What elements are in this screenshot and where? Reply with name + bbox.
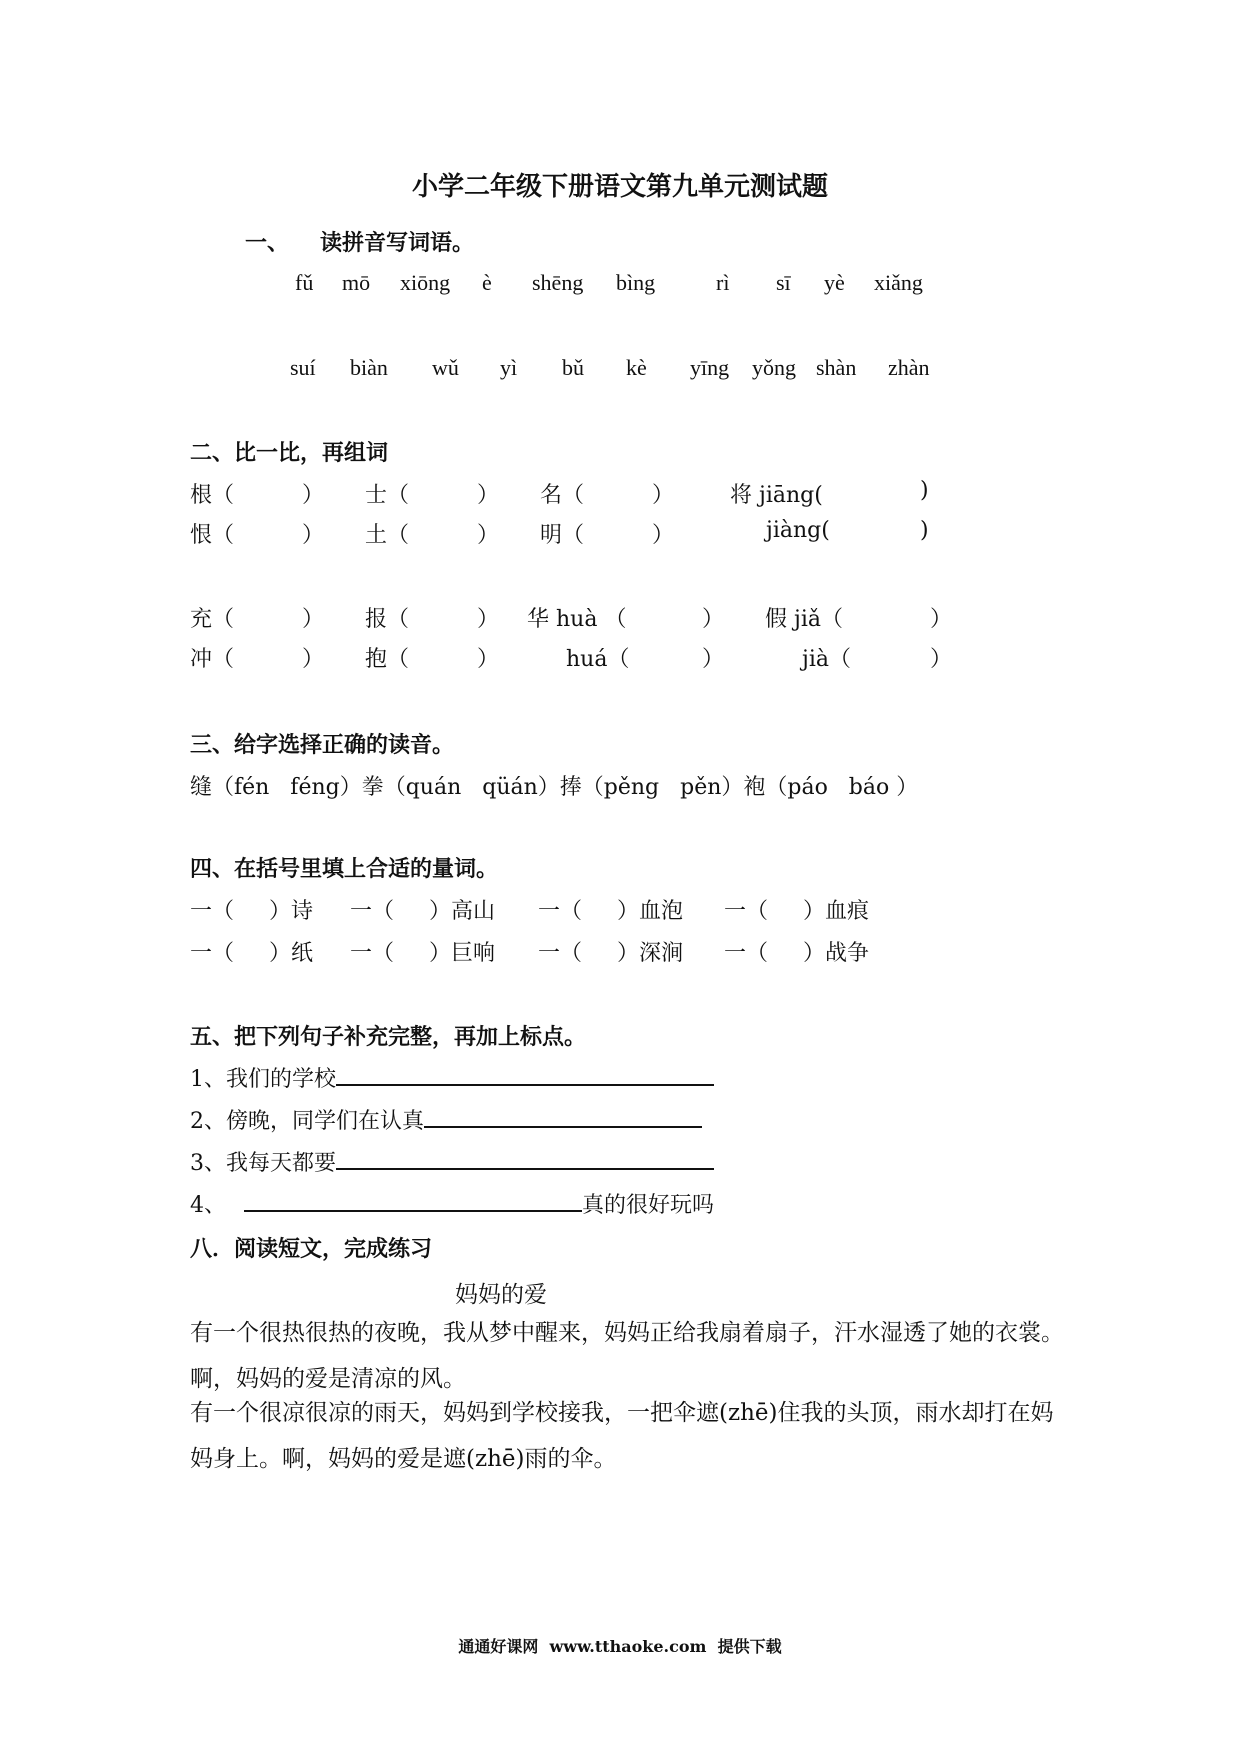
- char-blank: 冲（: [190, 647, 235, 672]
- measure-word-item: 一（ ）血痕: [724, 899, 869, 924]
- char-blank: 根（: [190, 483, 235, 508]
- measure-word-item: 一（ ）诗: [190, 899, 313, 924]
- blank-close: ）: [302, 647, 325, 672]
- pinyin: wǔ: [432, 355, 459, 380]
- char-blank: jiàng(: [766, 518, 830, 543]
- blank-close: ）: [477, 647, 500, 672]
- char-blank: 华 huà （: [527, 607, 627, 632]
- sentence-item-1: [190, 1062, 714, 1093]
- section3-heading: 三、给字选择正确的读音。: [190, 732, 455, 758]
- char-blank: jià（: [802, 647, 851, 672]
- blank-close: ）: [652, 483, 675, 508]
- answer-line[interactable]: [336, 1146, 714, 1170]
- sentence-prompt: 3、我每天都要: [190, 1151, 336, 1176]
- pinyin: fǔ: [295, 270, 314, 295]
- section4-heading: 四、在括号里填上合适的量词。: [190, 856, 499, 882]
- passage-paragraph-1: 有一个很热很热的夜晚，我从梦中醒来，妈妈正给我扇着扇子，汗水湿透了她的衣裳。啊，妈妈的爱是清凉的风。: [190, 1320, 1064, 1392]
- char-blank: 士（: [365, 483, 410, 508]
- char-blank: 恨（: [190, 523, 235, 548]
- pinyin: zhàn: [888, 355, 930, 380]
- measure-word-item: 一（ ）高山: [350, 899, 495, 924]
- pinyin: è: [482, 270, 492, 295]
- blank-close: ）: [302, 607, 325, 632]
- blank-close: ）: [477, 523, 500, 548]
- pinyin: yǒng: [752, 355, 796, 380]
- blank-close: ): [920, 478, 929, 503]
- pinyin: yīng: [690, 355, 730, 380]
- char-blank: 报（: [365, 607, 410, 632]
- measure-word-item: 一（ ）纸: [190, 941, 313, 966]
- sentence-item-4: [190, 1188, 714, 1219]
- pinyin: xiōng: [400, 270, 451, 295]
- measure-word-item: 一（ ）深涧: [538, 941, 683, 966]
- pinyin: rì: [716, 270, 730, 295]
- pinyin: bǔ: [562, 355, 584, 380]
- char-blank: 将 jiāng(: [730, 483, 823, 508]
- pinyin: mō: [342, 270, 371, 295]
- blank-close: ): [920, 518, 929, 543]
- pinyin: kè: [626, 355, 647, 380]
- sentence-prompt: 1、我们的学校: [190, 1067, 336, 1092]
- sentence-item-2: [190, 1104, 702, 1135]
- pinyin: suí: [290, 355, 316, 380]
- char-blank: huá（: [566, 647, 630, 672]
- pinyin: yè: [824, 270, 845, 295]
- measure-word-item: 一（ ）战争: [724, 941, 869, 966]
- answer-line[interactable]: [336, 1062, 714, 1086]
- section2-heading: 二、比一比，再组词: [190, 440, 389, 466]
- char-blank: 明（: [540, 523, 585, 548]
- blank-close: ）: [302, 523, 325, 548]
- blank-close: ）: [702, 607, 725, 632]
- section1-number: 一、: [245, 230, 290, 256]
- blank-close: ）: [702, 647, 725, 672]
- sentence-prompt: 2、傍晚，同学们在认真: [190, 1109, 424, 1134]
- blank-close: ）: [477, 607, 500, 632]
- passage-paragraph-2: 有一个很凉很凉的雨天，妈妈到学校接我，一把伞遮(zhē)住我的头顶，雨水却打在妈妈身上。啊，妈妈的爱是遮(zhē)雨的伞。: [190, 1400, 1054, 1472]
- blank-close: ）: [930, 647, 953, 672]
- blank-close: ）: [652, 523, 675, 548]
- pinyin: sī: [776, 270, 791, 295]
- measure-word-item: 一（ ）血泡: [538, 899, 683, 924]
- char-blank: 土（: [365, 523, 410, 548]
- measure-word-item: 一（ ）巨响: [350, 941, 495, 966]
- pronunciation-choices: 缝（fén féng）拳（quán qüán）捧（pěng pěn）袍（páo báo ）: [190, 775, 919, 800]
- pinyin: shēng: [532, 270, 584, 295]
- page-title: 小学二年级下册语文第九单元测试题: [411, 172, 828, 202]
- blank-close: ）: [302, 483, 325, 508]
- passage-title: 妈妈的爱: [455, 1282, 547, 1308]
- sentence-suffix: 真的很好玩吗: [582, 1193, 715, 1218]
- sentence-item-3: [190, 1146, 714, 1177]
- section8-heading: 八．阅读短文，完成练习: [190, 1236, 433, 1262]
- sentence-prompt: 4、: [190, 1193, 226, 1218]
- section5-heading: 五、把下列句子补充完整，再加上标点。: [190, 1024, 587, 1050]
- footer-credit: 通通好课网 www.tthaoke.com 提供下载: [458, 1637, 782, 1656]
- blank-close: ）: [930, 607, 953, 632]
- pinyin: biàn: [350, 355, 388, 380]
- char-blank: 抱（: [365, 647, 410, 672]
- char-blank: 名（: [540, 483, 585, 508]
- section1-heading: 读拼音写词语。: [320, 230, 475, 256]
- pinyin: xiǎng: [874, 270, 923, 295]
- pinyin: shàn: [816, 355, 857, 380]
- answer-line[interactable]: [244, 1188, 582, 1212]
- pinyin: yì: [500, 355, 518, 380]
- char-blank: 假 jiǎ（: [765, 607, 843, 632]
- answer-line[interactable]: [424, 1104, 702, 1128]
- pinyin: bìng: [616, 270, 656, 295]
- char-blank: 充（: [190, 607, 235, 632]
- blank-close: ）: [477, 483, 500, 508]
